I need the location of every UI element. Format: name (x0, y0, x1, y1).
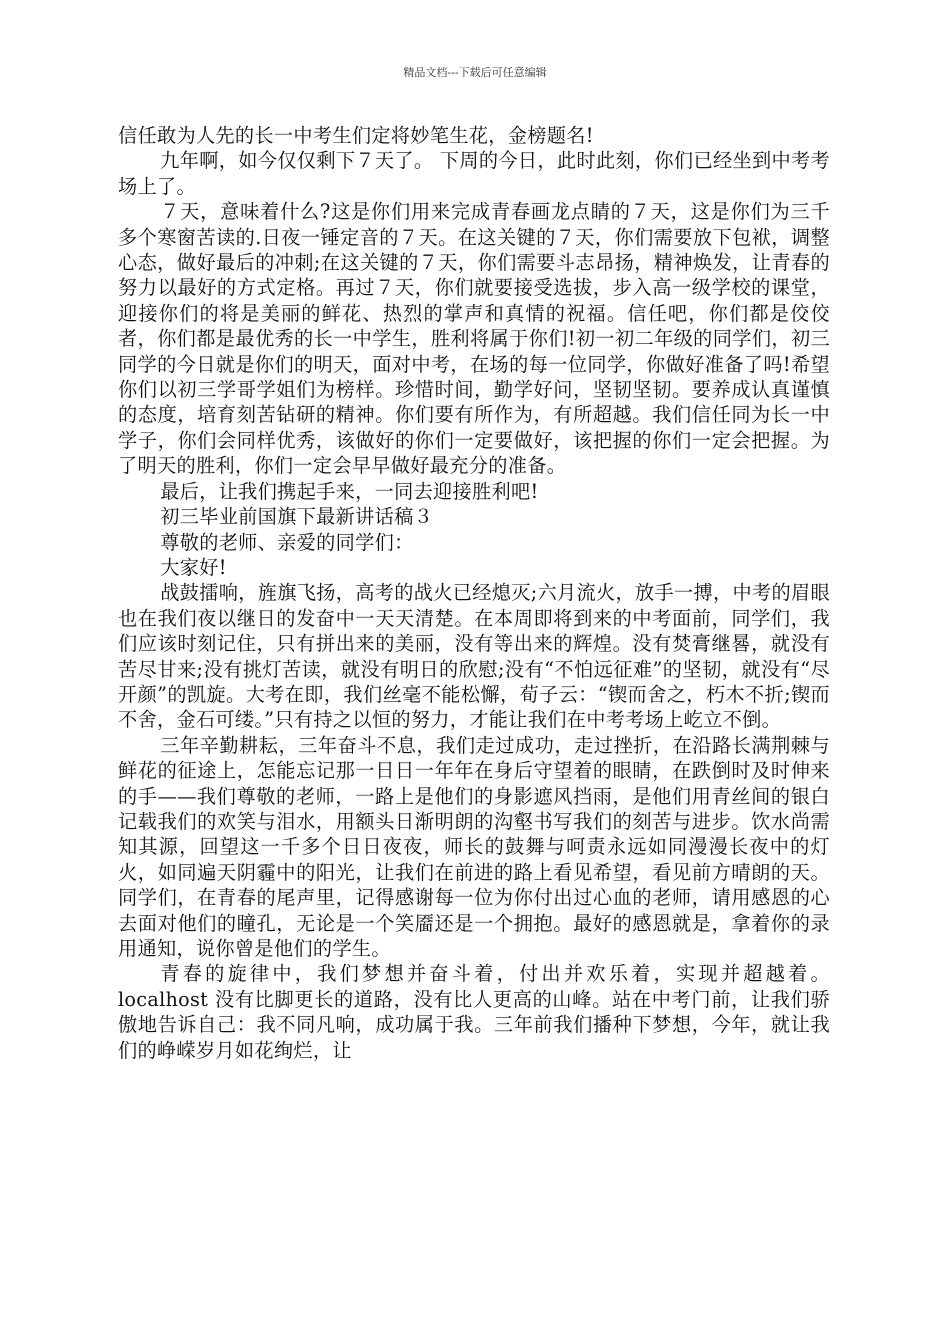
paragraph: ７天，意味着什么?这是你们用来完成青春画龙点睛的７天，这是你们为三千多个寒窗苦读的.日夜一锤定音的７天。在这关键的７天，你们需要放下包袱，调整心态，做好最后的冲刺;在这关键的７天，你们需要斗志昂扬，精神焕发，让青春的努力以最好的方式定格。再过７天，你们就要接受选拔，步入高一级学校的课堂，迎接你们的将是美丽的鲜花、热烈的掌声和真情的祝福。信任吧，你们都是佼佼者，你们都是最优秀的长一中学生，胜利将属于你们!初一初二年级的同学们，初三同学的今日就是你们的明天，面对中考，在场的每一位同学，你做好准备了吗!希望你们以初三学哥学姐们为榜样。珍惜时间，勤学好问，坚韧坚韧。要养成认真谨慎的态度，培育刻苦钻研的精神。你们要有所作为，有所超越。我们信任同为长一中学子，你们会同样优秀，该做好的你们一定要做好，该把握的你们一定会把握。为了明天的胜利，你们一定会早早做好最充分的准备。 (118, 200, 830, 478)
salutation: 尊敬的老师、亲爱的同学们： (160, 530, 414, 554)
paragraph-continuation: 信任敢为人先的长一中考生们定将妙笔生花，金榜题名! (118, 124, 594, 147)
page-header: 精品文档---下载后可任意编辑 (403, 66, 547, 79)
paragraph: 九年啊，如今仅仅剩下７天了。 下周的今日，此时此刻，你们已经坐到中考考场上了。 (118, 149, 830, 198)
paragraph: 最后，让我们携起手来，一同去迎接胜利吧! (160, 479, 539, 503)
greeting: 大家好! (160, 555, 227, 579)
document-body (118, 123, 830, 1063)
section-title: 初三毕业前国旗下最新讲话稿３ (160, 505, 434, 529)
paragraph: 三年辛勤耕耘，三年奋斗不息，我们走过成功，走过挫折，在沿路长满荆棘与鲜花的征途上，怎能忘记那一日日一年年在身后守望着的眼睛，在跌倒时及时伸来的手——我们尊敬的老师，一路上是他们的身影遮风挡雨，是他们用青丝间的银白记载我们的欢笑与泪水，用额头日渐明朗的沟壑书写我们的刻苦与进步。饮水尚需知其源，回望这一千多个日日夜夜，师长的鼓舞与呵责永远如同漫漫长夜中的灯火，如同遍天阴霾中的阳光，让我们在前进的路上看见希望，看见前方晴朗的天。同学们，在青春的尾声里，记得感谢每一位为你付出过心血的老师，请用感恩的心去面对他们的瞳孔，无论是一个笑靥还是一个拥抱。最好的感恩就是，拿着你的录用通知，说你曾是他们的学生。 (118, 733, 830, 960)
paragraph: 战鼓擂响，旌旗飞扬，高考的战火已经熄灭;六月流火，放手一搏，中考的眉眼也在我们夜以继日的发奋中一天天清楚。在本周即将到来的中考面前，同学们，我们应该时刻记住，只有拼出来的美丽，没有等出来的辉煌。没有焚膏继晷，就没有苦尽甘来;没有挑灯苦读，就没有明日的欣慰;没有“不怕远征难”的坚韧，就没有“尽开颜”的凯旋。大考在即，我们丝毫不能松懈，荀子云：“锲而舍之，朽木不折;锲而不舍，金石可缕。”只有持之以恒的努力，才能让我们在中考考场上屹立不倒。 (118, 581, 830, 732)
paragraph: 青春的旋律中，我们梦想并奋斗着，付出并欢乐着，实现并超越着。localhost 没有比脚更长的道路，没有比人更高的山峰。站在中考门前，让我们骄傲地告诉自己：我不同凡响，成功属于我。三年前我们播种下梦想，今年，就让我们的峥嵘岁月如花绚烂，让 (118, 962, 830, 1062)
